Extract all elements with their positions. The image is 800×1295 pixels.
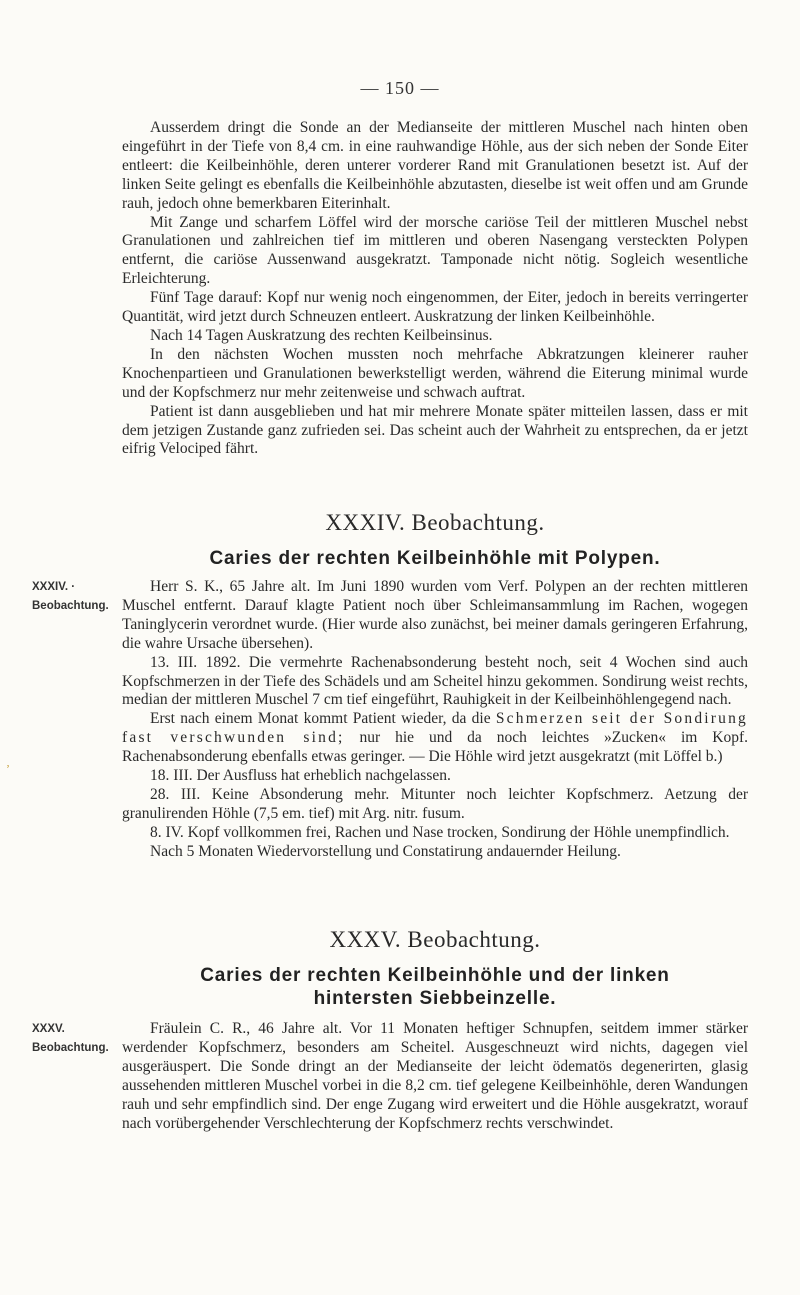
case-34-subheading: Caries der rechten Keilbeinhöhle mit Polypen.: [209, 548, 661, 569]
paragraph: Nach 5 Monaten Wiedervorstellung und Constatirung andauernder Heilung.: [150, 842, 621, 860]
text-span: nur hie und da noch leichtes »Zucken« im Kopf. Rachenabsonderung ebenfalls etwas geringer. — Die Höhle wird jetzt ausgekratzt (mit Löffel b.): [122, 729, 748, 766]
paragraph: 13. III. 1892. Die vermehrte Rachenabsonderung besteht noch, seit 4 Wochen sind auch Kopfschmerzen in der Tiefe des Schädels und am Scheitel hinzu gekommen. Sondirung weist rechts, median der mittleren Muschel 7 cm tief eingeführt, Rauhigkeit in der Keilbeinhöhlengegend nach.: [122, 653, 748, 709]
paragraph: Fräulein C. R., 46 Jahre alt. Vor 11 Monaten heftiger Schnupfen, seitdem immer stärker werdender Kopfschmerz, besonders am Scheitel. Ausgeschneuzt wird nichts, dagegen viel ausgeräuspert. Die Sonde dringt an der Medianseite der leicht ödematös degenerirten, glasig aussehenden mittleren Muschel vorbei in die 8,2 cm. tief gelegene Keilbeinhöhle, deren Wandungen rauh und sehr empfindlich sind. Der enge Zugang wird erweitert und die Höhle ausgekratzt, worauf nach vorübergehender Verschlechterung der Kopfschmerz rechts verschwindet.: [122, 1020, 748, 1132]
margin-label-word: Beobachtung.: [32, 1042, 109, 1054]
text-block-continuation: [122, 119, 748, 459]
paragraph: In den nächsten Wochen mussten noch mehrfache Abkratzungen kleinerer rauher Knochenpartieen und Granulationen bewerkstelligt werden, während die Eiterung minimal wurde und der Kopfschmerz nur mehr zeitenweise und schwach auftrat.: [122, 345, 748, 401]
case-34-body: [122, 578, 748, 862]
paragraph: Ausserdem dringt die Sonde an der Medianseite der mittleren Muschel nach hinten oben eingeführt in der Tiefe von 8,4 cm. in eine rauhwandige Höhle, aus der sich neben der Sonde Eiter entleert: die Keilbeinhöhle, deren unterer vorderer Rand mit Granulationen besetzt ist. Auf der linken Seite gelingt es ebenfalls die Keilbeinhöhle abzutasten, dieselbe ist weit offen und am Grunde rauh, jedoch ohne bemerkbaren Eiterinhalt.: [122, 119, 748, 212]
margin-label-number: XXXIV. ·: [32, 581, 76, 593]
paragraph: Fünf Tage darauf: Kopf nur wenig noch eingenommen, der Eiter, jedoch in bereits verringerter Quantität, wird jetzt durch Schneuzen entleert. Auskratzung der linken Keilbeinhöhle.: [122, 289, 748, 326]
paragraph: Nach 14 Tagen Auskratzung des rechten Keilbeinsinus.: [150, 326, 493, 344]
case-34-heading: XXXIV. Beobachtung.: [325, 510, 545, 535]
case-34-heading-block: [122, 509, 748, 570]
paragraph: 28. III. Keine Absonderung mehr. Mitunter noch leichter Kopfschmerz. Aetzung der granulirenden Höhle (7,5 em. tief) mit Arg. nitr. fusum.: [122, 785, 748, 822]
case-35-heading-block: [122, 926, 748, 1010]
paragraph: [122, 710, 748, 767]
page-number: — 150 —: [360, 78, 440, 98]
margin-label-number: XXXV.: [32, 1023, 65, 1035]
case-35-heading: XXXV. Beobachtung.: [329, 927, 541, 952]
spaced-emphasis: Schmerzen seit der Sondirung fast verschwunden sind;: [122, 710, 748, 747]
paragraph: Herr S. K., 65 Jahre alt. Im Juni 1890 wurden vom Verf. Polypen an der rechten mittleren Muschel entfernt. Darauf klagte Patient noch über Schleimansammlung im Rachen, wogegen Taninglycerin verordnet wurde. (Hier wurde also zunächst, bei meiner damals geringeren Erfahrung, die wahre Ursache übersehen).: [122, 578, 748, 652]
margin-mark: ʼ: [6, 762, 10, 776]
case-35-margin-label: [32, 1020, 122, 1058]
case-34-margin-label: [32, 578, 122, 616]
paragraph: 18. III. Der Ausfluss hat erheblich nachgelassen.: [150, 767, 451, 785]
margin-label-word: Beobachtung.: [32, 600, 109, 612]
paragraph: 8. IV. Kopf vollkommen frei, Rachen und Nase trocken, Sondirung der Höhle unempfindlich.: [150, 823, 730, 841]
case-35-body: [122, 1020, 748, 1133]
case-35-subheading: Caries der rechten Keilbeinhöhle und der linken hintersten Siebbeinzelle.: [200, 965, 670, 1009]
paragraph: Mit Zange und scharfem Löffel wird der morsche cariöse Teil der mittleren Muschel nebst Granulationen und zahlreichen tief im mittleren und oberen Nasengang versteckten Polypen entfernt, die cariöse Aussenwand ausgekratzt. Tamponade nicht nötig. Sogleich wesentliche Erleichterung.: [122, 213, 748, 288]
text-span: Erst nach einem Monat kommt Patient wieder, da die: [150, 710, 491, 728]
paragraph: Patient ist dann ausgeblieben und hat mir mehrere Monate später mitteilen lassen, dass er mit dem jetzigen Zustande ganz zufrieden sei. Das scheint auch der Wahrheit zu entsprechen, da er jetzt eifrig Velociped fährt.: [122, 402, 748, 458]
